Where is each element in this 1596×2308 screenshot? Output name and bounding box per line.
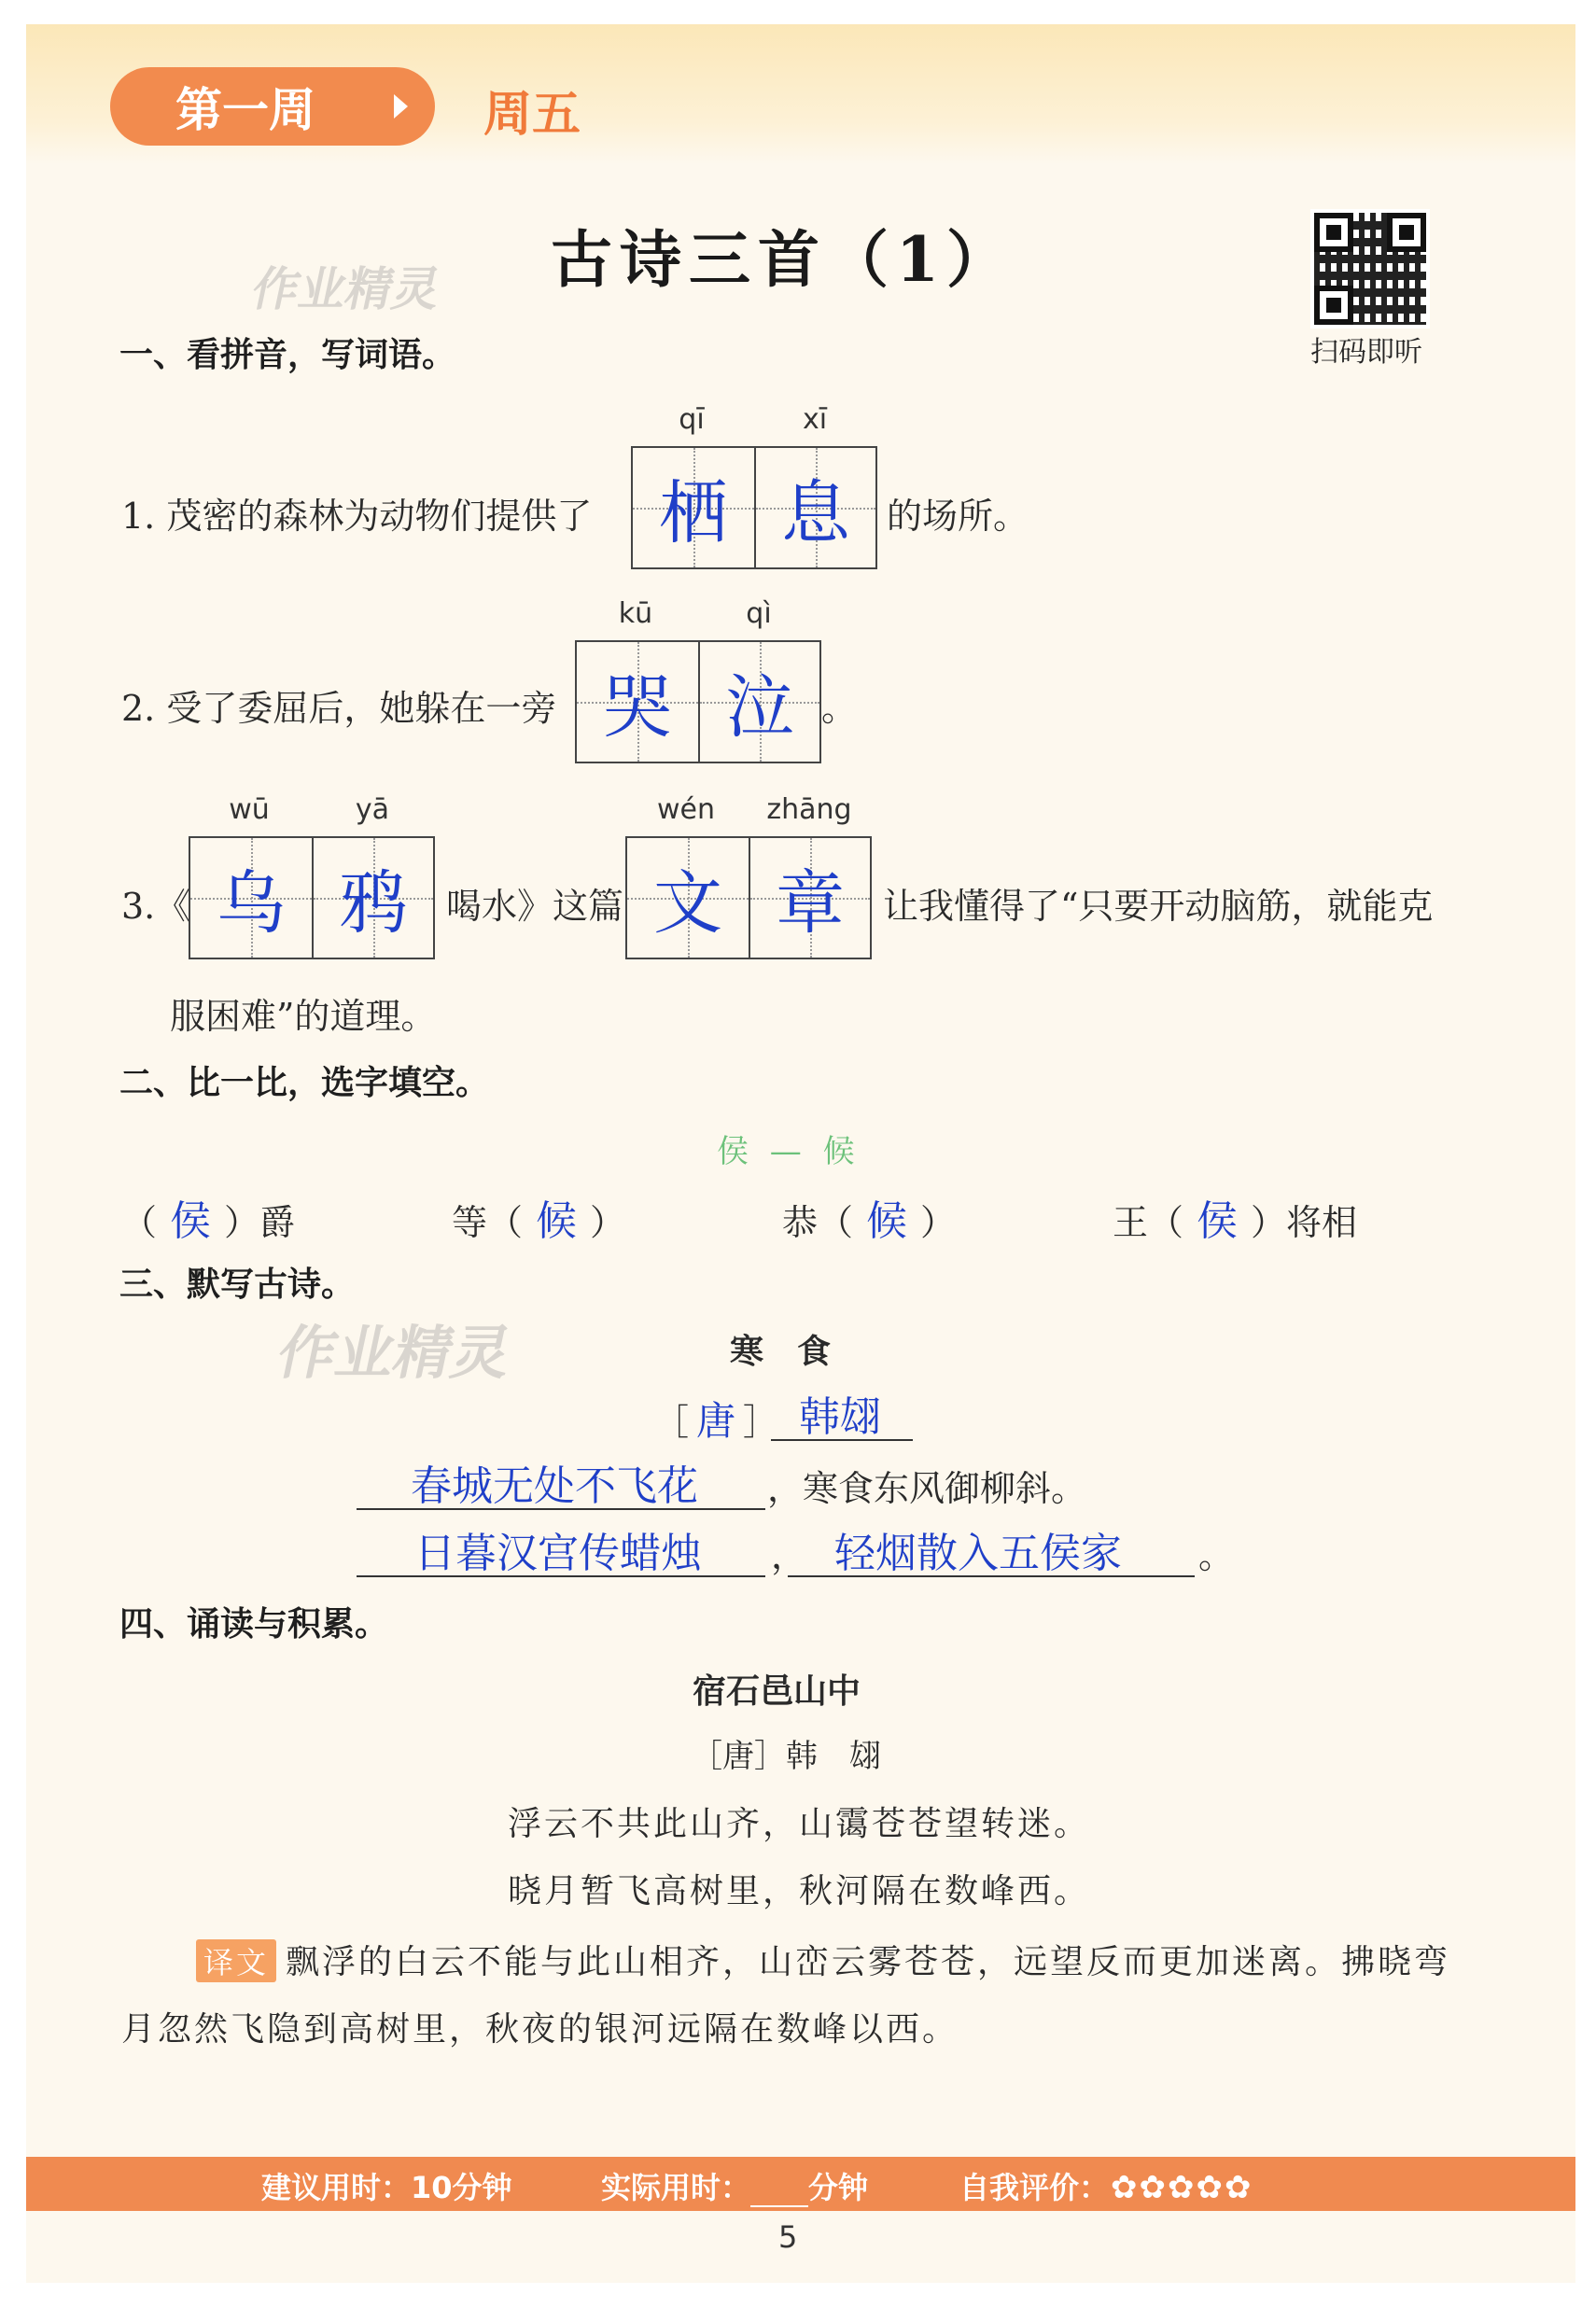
watermark: 作业精灵 xyxy=(246,262,446,316)
author-answer: 韩翃 xyxy=(799,1393,881,1441)
answer-char: 息 xyxy=(781,473,850,553)
section1-heading: 一、看拼音，写词语。 xyxy=(119,336,456,374)
poem-line: 晓月暂飞高树里，秋河隔在数峰西。 xyxy=(508,1872,1091,1910)
line2-answer-b: 轻烟散入五侯家 xyxy=(834,1530,1122,1577)
answer-char: 泣 xyxy=(725,667,794,748)
comma: ， xyxy=(771,1535,807,1576)
fill-item: 恭（ 候 ） xyxy=(782,1197,957,1245)
triangle-right-icon xyxy=(394,94,408,119)
poem-byline: ［唐］韩 翃 xyxy=(691,1738,881,1775)
line1-answer: 春城无处不飞花 xyxy=(411,1462,698,1510)
actual-time: 实际用时： 分钟 xyxy=(601,2170,869,2205)
answer-char: 鸦 xyxy=(339,863,408,944)
q2-after: 。 xyxy=(821,688,858,729)
fill-item: 等（ 候 ） xyxy=(452,1197,626,1245)
flower-star-icon[interactable]: ✿ xyxy=(1111,2169,1138,2206)
writing-grid[interactable] xyxy=(189,836,435,959)
section3-heading: 三、默写古诗。 xyxy=(119,1266,356,1304)
pinyin: wū xyxy=(229,793,270,826)
day-label: 周五 xyxy=(483,87,581,143)
fill-answer[interactable]: 侯 xyxy=(170,1197,212,1245)
poem-title: 宿石邑山中 xyxy=(693,1672,861,1711)
section4-heading: 四、诵读与积累。 xyxy=(119,1605,389,1644)
dynasty-line: ［ 唐 ］ xyxy=(653,1398,779,1444)
writing-grid[interactable] xyxy=(575,640,821,763)
week-pill xyxy=(110,67,435,146)
q2-before: 2. 受了委屈后，她躲在一旁 xyxy=(121,688,557,729)
period: 。 xyxy=(1198,1535,1235,1576)
page-title: 古诗三首（1） xyxy=(551,223,1015,296)
answer-char: 乌 xyxy=(217,863,286,944)
line1-rest: ，寒食东风御柳斜。 xyxy=(767,1468,1087,1509)
pinyin: qì xyxy=(746,597,772,630)
page-number: 5 xyxy=(778,2219,798,2255)
footer-bar xyxy=(26,2157,1575,2211)
qr-code-icon[interactable] xyxy=(1314,213,1426,325)
answer-char: 栖 xyxy=(659,473,728,553)
fill-item: （ 侯 ）爵 xyxy=(121,1197,296,1245)
flower-star-icon[interactable]: ✿ xyxy=(1168,2169,1195,2206)
fill-answer[interactable]: 候 xyxy=(536,1197,578,1245)
writing-grid[interactable] xyxy=(631,446,877,569)
dynasty-answer[interactable]: 唐 xyxy=(696,1398,736,1444)
q3-before: 3.《 xyxy=(121,886,191,927)
self-rating: 自我评价：✿✿✿✿✿ xyxy=(959,2169,1252,2206)
fill-item: 王（ 侯 ）将相 xyxy=(1113,1197,1358,1245)
translation-tag: 译文 xyxy=(196,1939,276,1982)
translation-line: 月忽然飞隐到高树里，秋夜的银河远隔在数峰以西。 xyxy=(121,2010,959,2049)
answer-char: 章 xyxy=(776,863,845,944)
q3-after: 让我懂得了“只要开动脑筋，就能克 xyxy=(883,886,1434,927)
line2-answer-a: 日暮汉宫传蜡烛 xyxy=(414,1530,702,1577)
qr-caption: 扫码即听 xyxy=(1310,336,1422,369)
pinyin: zhāng xyxy=(766,793,852,826)
pinyin: kū xyxy=(618,597,653,630)
pinyin: yā xyxy=(355,793,390,826)
q3-middle: 喝水》这篇 xyxy=(446,886,624,927)
watermark: 作业精灵 xyxy=(272,1319,518,1387)
poem-title: 寒 食 xyxy=(730,1333,832,1371)
answer-char: 文 xyxy=(653,863,722,944)
poem-line: 浮云不共此山齐，山霭苍苍望转迷。 xyxy=(508,1805,1091,1843)
week-label: 第一周 xyxy=(175,83,315,137)
translation-line: 译文 飘浮的白云不能与此山相齐，山峦云雾苍苍，远望反而更加迷离。拂晓弯 xyxy=(196,1936,1450,1983)
answer-char: 哭 xyxy=(603,667,672,748)
pinyin: wén xyxy=(656,793,715,826)
q1-after: 的场所。 xyxy=(887,496,1029,537)
flower-star-icon[interactable]: ✿ xyxy=(1196,2169,1224,2206)
writing-grid[interactable] xyxy=(625,836,872,959)
flower-star-icon[interactable]: ✿ xyxy=(1139,2169,1167,2206)
q3-line2: 服困难”的道理。 xyxy=(170,996,437,1037)
pinyin: qī xyxy=(679,403,705,436)
section2-heading: 二、比一比，选字填空。 xyxy=(119,1064,490,1102)
pinyin: xī xyxy=(802,403,828,436)
suggested-time: 建议用时：10分钟 xyxy=(261,2170,512,2205)
rating-stars[interactable] xyxy=(1109,2170,1252,2205)
actual-time-blank[interactable] xyxy=(750,2205,808,2207)
fill-answer[interactable]: 侯 xyxy=(1197,1197,1239,1245)
flower-star-icon[interactable]: ✿ xyxy=(1225,2169,1252,2206)
q1-before: 1. 茂密的森林为动物们提供了 xyxy=(121,496,593,537)
fill-answer[interactable]: 候 xyxy=(866,1197,908,1245)
char-pair-hint: 侯 — 候 xyxy=(717,1133,861,1170)
